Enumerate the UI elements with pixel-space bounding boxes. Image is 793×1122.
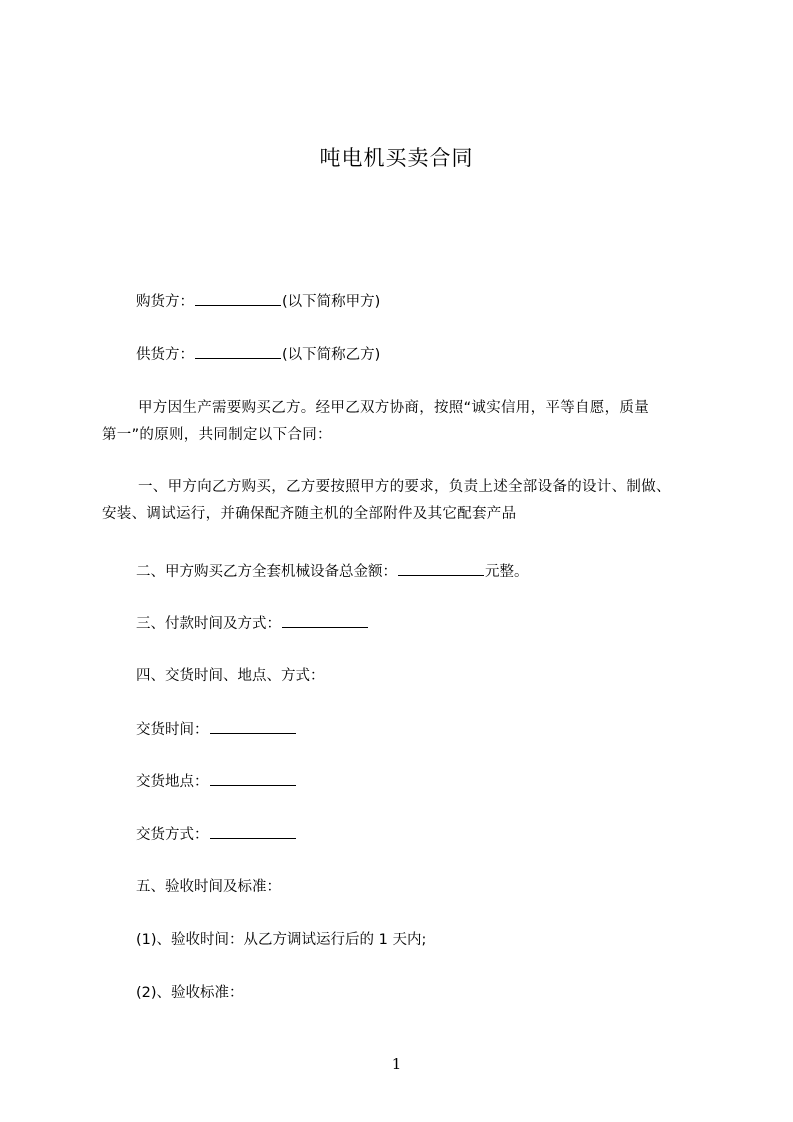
clause3-label: 三、付款时间及方式： (136, 616, 281, 632)
intro-paragraph (102, 395, 702, 449)
delivery-time-blank (210, 719, 296, 734)
delivery-method-line (136, 824, 297, 845)
clause2-label: 二、甲方购买乙方全套机械设备总金额： (136, 564, 397, 580)
clause3-line (136, 613, 369, 634)
document-title: 吨电机买卖合同 (319, 146, 474, 170)
intro-line1: 甲方因生产需要购买乙方。经甲乙双方协商，按照“诚实信用，平等自愿，质量 (138, 400, 650, 416)
delivery-place-blank (210, 771, 296, 786)
acceptance-time: (1)、验收时间：从乙方调试运行后的 1 天内; (136, 932, 427, 948)
delivery-method-label: 交货方式： (136, 827, 209, 843)
clause2-line (136, 561, 529, 582)
buyer-label: 购货方： (136, 294, 194, 310)
clause1-paragraph (102, 474, 702, 528)
buyer-blank (195, 291, 281, 306)
intro-line2: 第一”的原则，共同制定以下合同： (102, 427, 332, 443)
delivery-place-label: 交货地点： (136, 774, 209, 790)
seller-label: 供货方： (136, 347, 194, 363)
seller-line (136, 344, 380, 365)
clause3-blank (282, 613, 368, 628)
clause5-line (136, 877, 281, 897)
acceptance-standard: (2)、验收标准： (136, 985, 244, 1001)
seller-blank (195, 344, 281, 359)
clause1-line2: 安装、调试运行，并确保配齐随主机的全部附件及其它配套产品 (102, 506, 517, 522)
clause2-blank (398, 561, 484, 576)
acceptance-time-line (136, 930, 426, 950)
clause1-line1: 一、甲方向乙方购买，乙方要按照甲方的要求，负责上述全部设备的设计、制做、 (138, 479, 671, 495)
acceptance-standard-line (136, 983, 244, 1003)
seller-suffix: (以下简称乙方) (282, 347, 381, 363)
clause4-label: 四、交货时间、地点、方式： (136, 668, 325, 684)
clause2-suffix: 元整。 (485, 564, 529, 580)
delivery-place-line (136, 771, 297, 792)
delivery-method-blank (210, 824, 296, 839)
delivery-time-line (136, 719, 297, 740)
clause4-line (136, 666, 325, 686)
delivery-time-label: 交货时间： (136, 722, 209, 738)
buyer-suffix: (以下简称甲方) (282, 294, 381, 310)
page-number: 1 (391, 1055, 402, 1073)
buyer-line (136, 291, 380, 312)
clause5-label: 五、验收时间及标准： (136, 879, 281, 895)
